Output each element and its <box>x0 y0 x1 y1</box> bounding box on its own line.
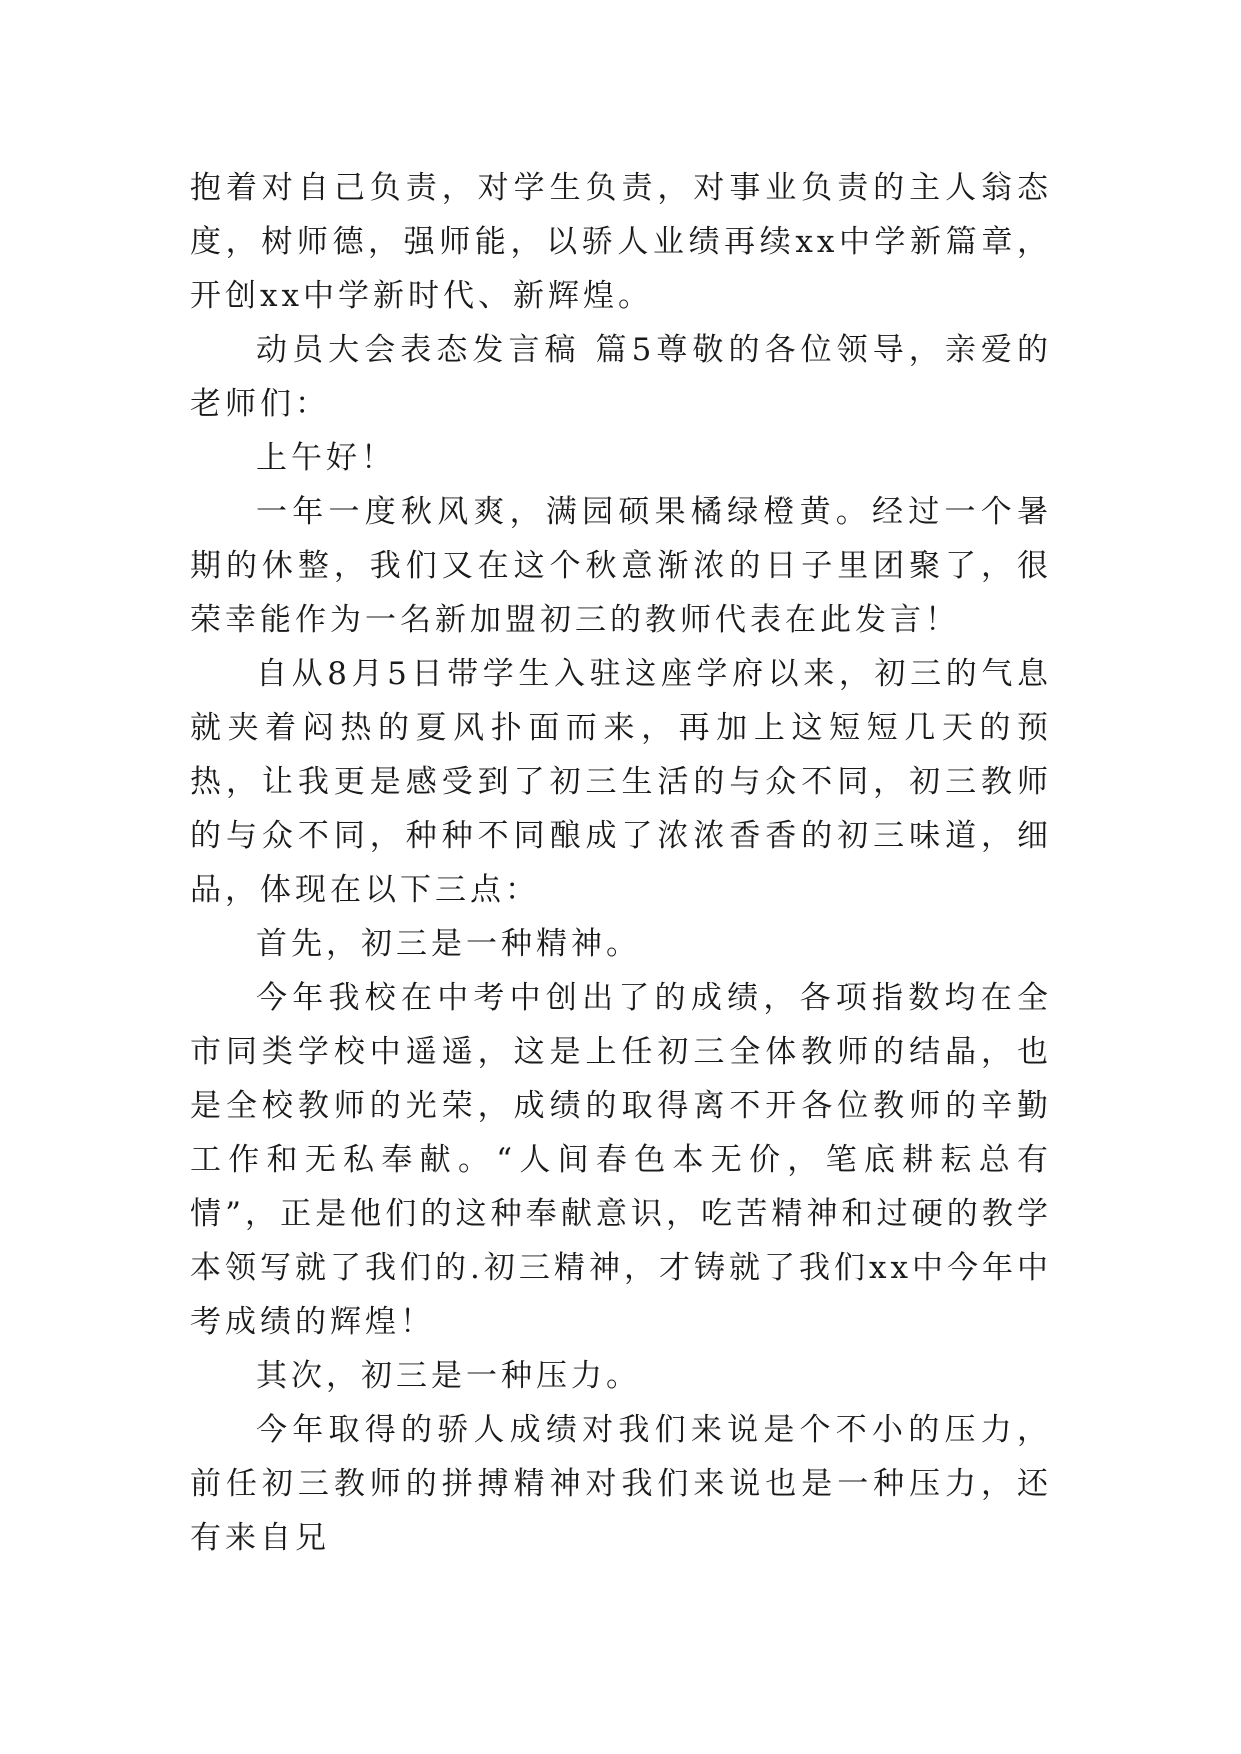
paragraph-7: 今年我校在中考中创出了的成绩，各项指数均在全市同类学校中遥遥，这是上任初三全体教师的结晶，也是全校教师的光荣，成绩的取得离不开各位教师的辛勤工作和无私奉献。“人间春色本无价，笔底耕耘总有情”，正是他们的这种奉献意识，吃苦精神和过硬的教学本领写就了我们的.初三精神，才铸就了我们xx中今年中考成绩的辉煌！ <box>190 980 1052 1340</box>
paragraph-5: 自从8月5日带学生入驻这座学府以来，初三的气息就夹着闷热的夏风扑面而来，再加上这短短几天的预热，让我更是感受到了初三生活的与众不同，初三教师的与众不同，种种不同酿成了浓浓香香的初三味道，细品，体现在以下三点： <box>190 656 1052 908</box>
paragraph-3: 上午好！ <box>256 440 396 476</box>
paragraph-1: 抱着对自己负责，对学生负责，对事业负责的主人翁态度，树师德，强师能，以骄人业绩再续xx中学新篇章，开创xx中学新时代、新辉煌。 <box>190 170 1052 314</box>
paragraph-4: 一年一度秋风爽，满园硕果橘绿橙黄。经过一个暑期的休整，我们又在这个秋意渐浓的日子里团聚了，很荣幸能作为一名新加盟初三的教师代表在此发言！ <box>190 494 1052 638</box>
paragraph-8: 其次，初三是一种压力。 <box>256 1358 641 1394</box>
document-body <box>190 161 1052 1565</box>
paragraph-6: 首先，初三是一种精神。 <box>256 926 641 962</box>
paragraph-2: 动员大会表态发言稿 篇5尊敬的各位领导，亲爱的老师们： <box>190 332 1052 422</box>
paragraph-9: 今年取得的骄人成绩对我们来说是个不小的压力，前任初三教师的拼搏精神对我们来说也是一种压力，还有来自兄 <box>190 1412 1052 1556</box>
